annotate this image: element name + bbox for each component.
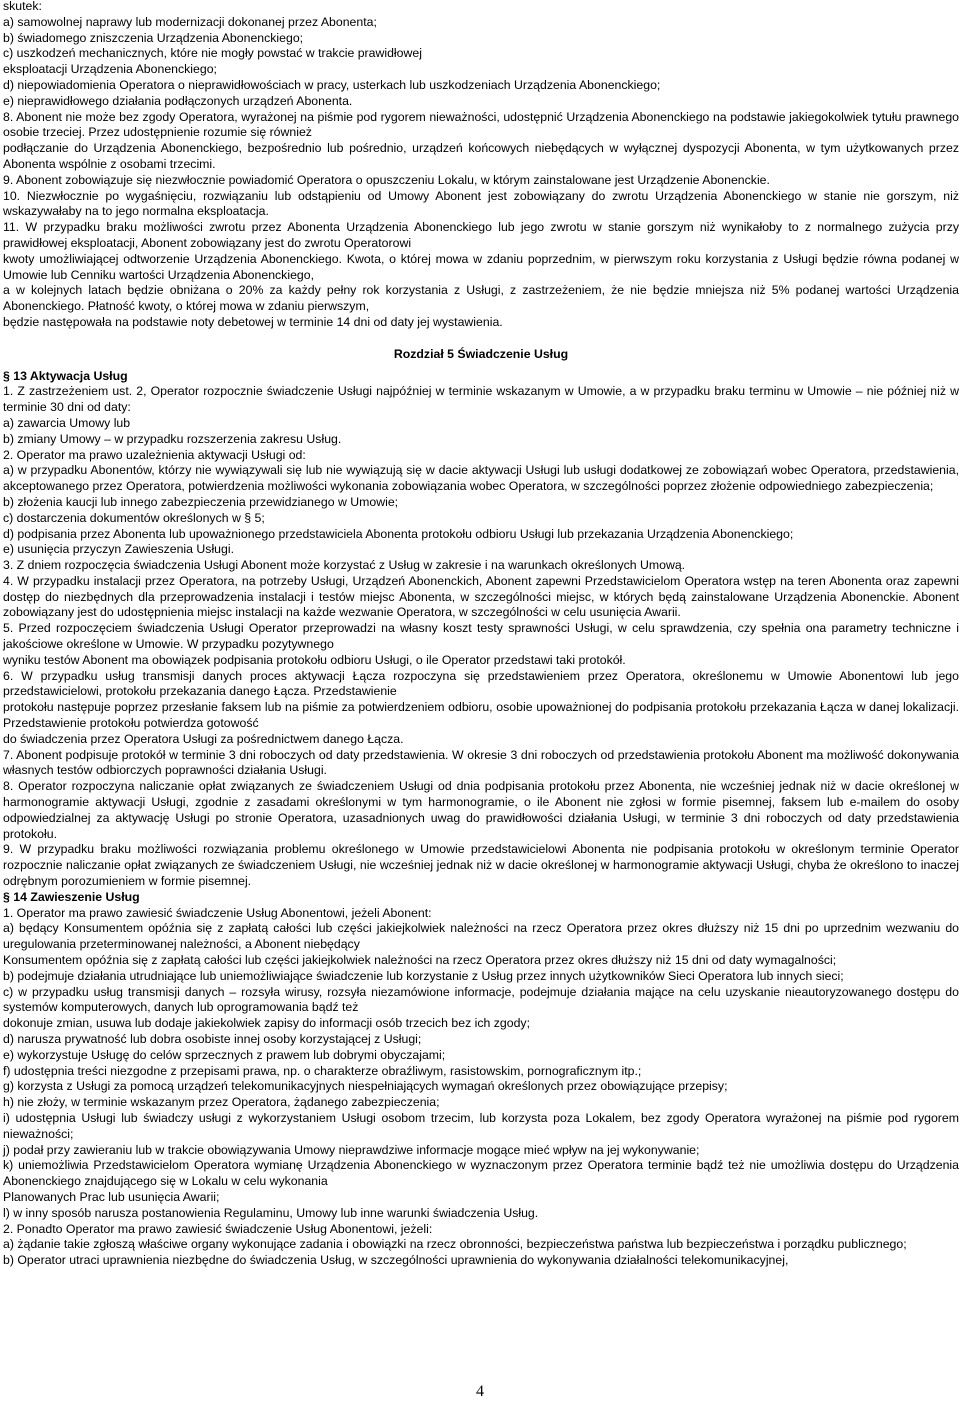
paragraph: b) zmiany Umowy – w przypadku rozszerzenia zakresu Usług.	[3, 431, 342, 446]
paragraph: d) niepowiadomienia Operatora o nieprawidłowościach w pracy, usterkach lub uszkodzeniach Urządzenia Abonenckiego;	[3, 77, 661, 92]
paragraph: d) narusza prywatność lub dobra osobiste innej osoby korzystającej z Usługi;	[3, 1032, 422, 1046]
paragraph: 8. Operator rozpoczyna naliczanie opłat związanych ze świadczeniem Usługi od dnia podpisania protokołu przez Abonenta, nie wcześniej jednak niż w dacie określonej w harmonogramie aktywacji Usługi, zgodnie z zasadami określonymi w tym harmonogramie, o ile Abonent nie zgłosi w formie pisemnej, faksem lub e-mailem do osoby odpowiedzialnej za aktywację Usługi po stronie Operatora, uzasadnionych uwag do prawidłowości działania Usługi, w terminie 3 dni roboczych od daty przedstawienia protokołu.	[3, 779, 959, 841]
paragraph: 8. Abonent nie może bez zgody Operatora, wyrażonej na piśmie pod rygorem nieważności, udostępnić Urządzenia Abonenckiego na podstawie jakiegokolwiek tytułu prawnego osobie trzeciej. Przez udostępnienie rozumie się również	[3, 109, 959, 140]
paragraph: e) usunięcia przyczyn Zawieszenia Usługi.	[3, 542, 235, 557]
paragraph: b) świadomego zniszczenia Urządzenia Abonenckiego;	[3, 30, 304, 45]
paragraph: 9. Abonent zobowiązuje się niezwłocznie powiadomić Operatora o opuszczeniu Lokalu, w którym zainstalowane jest Urządzenie Abonenckie.	[3, 172, 770, 187]
paragraph: 1. Operator ma prawo zawiesić świadczenie Usług Abonentowi, jeżeli Abonent:	[3, 905, 432, 920]
paragraph: do świadczenia przez Operatora Usługi za pośrednictwem danego Łącza.	[3, 731, 404, 746]
paragraph: a) żądanie takie zgłoszą właściwe organy wykonujące zadania i obowiązki na rzecz obronności, bezpieczeństwa państwa lub bezpieczeństwa i porządku publicznego;	[3, 1237, 907, 1252]
paragraph: 10. Niezwłocznie po wygaśnięciu, rozwiązaniu lub odstąpieniu od Umowy Abonent jest zobowiązany do zwrotu Urządzenia Abonenckiego w stanie nie gorszym, niż wskazywałaby na to jego normalna eksploatacja.	[3, 188, 959, 219]
paragraph: podłączanie do Urządzenia Abonenckiego, bezpośrednio lub pośrednio, urządzeń końcowych niebędących w wyłącznej dyspozycji Abonenta, w tym użytkowanych przez Abonenta wspólnie z osobami trzecimi.	[3, 141, 959, 171]
paragraph: j) podał przy zawieraniu lub w trakcie obowiązywania Umowy nieprawdziwe informacje mogące mieć wpływ na jej wykonywanie;	[3, 1142, 700, 1157]
paragraph: c) w przypadku usług transmisji danych – rozsyła wirusy, rozsyła niezamówione informacje, podejmuje działania mające na celu uzyskanie nieautoryzowanego dostępu do systemów komputerowych, danych lub oprogramowania bądź też	[3, 984, 959, 1015]
paragraph: 11. W przypadku braku możliwości zwrotu przez Abonenta Urządzenia Abonenckiego lub jego zwrotu w stanie gorszym niż wynikałoby to z normalnego zużycia przy prawidłowej eksploatacji, Abonent zobowiązany jest do zwrotu Operatorowi	[3, 220, 959, 250]
paragraph: a) będący Konsumentem opóźnia się z zapłatą całości lub części jakiejkolwiek należności na rzecz Operatora przez okres dłuższy niż 15 dni po uprzednim wezwaniu do uregulowania przeterminowanej należności, a Abonent niebędący	[3, 921, 959, 952]
paragraph: k) uniemożliwia Przedstawicielom Operatora wymianę Urządzenia Abonenckiego w wyznaczonym przez Operatora terminie bądź też nie umożliwia dostępu do Urządzenia Abonenckiego znajdującego się w Lokalu w celu wykonania	[3, 1158, 959, 1189]
paragraph: protokołu następuje poprzez przesłanie faksem lub na piśmie za potwierdzeniem odbioru, osobie upoważnionej do podpisania protokołu przekazania Łącza w danej lokalizacji. Przedstawienie protokołu potwierdza gotowość	[3, 700, 959, 731]
paragraph: a) samowolnej naprawy lub modernizacji dokonanej przez Abonenta;	[3, 14, 377, 29]
paragraph: f) udostępnia treści niezgodne z przepisami prawa, np. o charakterze obraźliwym, rasistowskim, pornograficznym itp.;	[3, 1063, 642, 1078]
document-page	[3, 0, 959, 1269]
section-14-title: § 14 Zawieszenie Usług	[3, 889, 140, 904]
paragraph: c) dostarczenia dokumentów określonych w § 5;	[3, 510, 265, 525]
paragraph: wyniku testów Abonent ma obowiązek podpisania protokołu odbioru Usługi, o ile Operator przedstawi taki protokół.	[3, 652, 626, 667]
paragraph: a) zawarcia Umowy lub	[3, 415, 131, 430]
paragraph: h) nie złoży, w terminie wskazanym przez Operatora, żądanego zabezpieczenia;	[3, 1095, 440, 1110]
paragraph: 5. Przed rozpoczęciem świadczenia Usługi Operator przeprowadzi na własny koszt testy sprawności Usługi, w celu sprawdzenia, czy spełnia ona parametry techniczne i jakościowe określone w Umowie. W przypadku pozytywnego	[3, 621, 959, 652]
paragraph: l) w inny sposób narusza postanowienia Regulaminu, Umowy lub inne warunki świadczenia Usług.	[3, 1205, 539, 1220]
section-13-title: § 13 Aktywacja Usług	[3, 368, 128, 383]
block-service-suspension	[3, 906, 959, 1269]
paragraph: 9. W przypadku braku możliwości rozwiązania problemu określonego w Umowie przedstawicielowi Abonenta nie podpisania protokołu w określonym terminie Operator rozpocznie naliczanie opłat związanych ze świadczeniem Usługi, nie wcześniej jednak niż w dacie określonej w harmonogramie aktywacji Usługi, chyba że określono to inaczej odrębnym porozumieniem w formie pisemnej.	[3, 842, 959, 889]
paragraph: 6. W przypadku usług transmisji danych proces aktywacji Łącza rozpoczyna się przedstawieniem przez Operatora, określonemu w Umowie Abonentowi lub jego przedstawicielowi, protokołu przekazania danego Łącza. Przedstawienie	[3, 668, 959, 699]
paragraph: c) uszkodzeń mechanicznych, które nie mogły powstać w trakcie prawidłowej	[3, 46, 422, 61]
paragraph: b) złożenia kaucji lub innego zabezpieczenia przewidzianego w Umowie;	[3, 494, 399, 509]
paragraph: i) udostępnia Usługi lub świadczy usługi z wykorzystaniem Usługi osobom trzecim, lub korzysta poza Lokalem, bez zgody Operatora wyrażonej na piśmie pod rygorem nieważności;	[3, 1110, 959, 1141]
paragraph: e) wykorzystuje Usługę do celów sprzecznych z prawem lub dobrymi obyczajami;	[3, 1047, 446, 1062]
paragraph: 4. W przypadku instalacji przez Operatora, na potrzeby Usługi, Urządzeń Abonenckich, Abonent zapewni Przedstawicielom Operatora wstęp na teren Abonenta oraz zapewni dostęp do niezbędnych dla przeprowadzenia instalacji i testów miejsc Abonenta, w szczególności miejsc, w których będą zainstalowane Urządzenia Abonenckie. Abonent zobowiązany jest do udostępnienia miejsc instalacji na każde wezwanie Operatora, w szczególności w celu usunięcia Awarii.	[3, 573, 959, 620]
paragraph: e) nieprawidłowego działania podłączonych urządzeń Abonenta.	[3, 93, 353, 108]
paragraph: eksploatacji Urządzenia Abonenckiego;	[3, 62, 217, 77]
paragraph: Konsumentem opóźnia się z zapłatą całości lub części jakiejkolwiek należności na rzecz Operatora przez okres dłuższy niż 15 dni od daty wymagalności;	[3, 953, 837, 968]
paragraph: 2. Ponadto Operator ma prawo zawiesić świadczenie Usług Abonentowi, jeżeli:	[3, 1221, 433, 1236]
paragraph: 1. Z zastrzeżeniem ust. 2, Operator rozpocznie świadczenie Usługi najpóźniej w terminie wskazanym w Umowie, a w przypadku braku terminu w Umowie – nie później niż w terminie 30 dni od daty:	[3, 384, 959, 415]
paragraph: b) podejmuje działania utrudniające lub uniemożliwiające świadczenie lub korzystanie z Usług przez innych użytkowników Sieci Operatora lub innych sieci;	[3, 968, 844, 983]
chapter-title: Rozdział 5 Świadczenie Usług	[393, 346, 569, 361]
block-service-activation	[3, 384, 959, 890]
paragraph: 7. Abonent podpisuje protokół w terminie 3 dni roboczych od daty przedstawienia. W okresie 3 dni roboczych od przedstawienia protokołu Abonent ma możliwość dokonywania własnych testów odbiorczych poprawności działania Usługi.	[3, 747, 959, 778]
paragraph: skutek:	[3, 0, 42, 13]
paragraph: 2. Operator ma prawo uzależnienia aktywacji Usługi od:	[3, 447, 306, 462]
paragraph: a) w przypadku Abonentów, którzy nie wywiązywali się lub nie wywiązują się w dacie aktywacji Usługi lub usługi dodatkowej ze zobowiązań wobec Operatora, przedstawienia, akceptowanego przez Operatora, potwierdzenia możliwości wykonania zobowiązania wobec Operatora, w szczególności poprzez złożenie odpowiedniego zabezpieczenia;	[3, 463, 959, 494]
paragraph: Planowanych Prac lub usunięcia Awarii;	[3, 1189, 220, 1204]
paragraph: kwoty umożliwiającej odtworzenie Urządzenia Abonenckiego. Kwota, o której mowa w zdaniu poprzednim, w pierwszym roku korzystania z Usługi będzie równa podanej w Umowie lub Cenniku wartości Urządzenia Abonenckiego,	[3, 251, 959, 282]
block-device-liability	[3, 0, 959, 331]
paragraph: b) Operator utraci uprawnienia niezbędne do świadczenia Usług, w szczególności uprawnienia do wykonywania działalności telekomunikacyjnej,	[3, 1253, 789, 1268]
page-number: 4	[476, 1383, 484, 1400]
paragraph: a w kolejnych latach będzie obniżana o 20% za każdy pełny rok korzystania z Usługi, z zastrzeżeniem, że nie będzie mniejsza niż 5% podanej wartości Urządzenia Abonenckiego. Płatność kwoty, o której mowa w zdaniu pierwszym,	[3, 283, 959, 314]
paragraph: g) korzysta z Usługi za pomocą urządzeń telekomunikacyjnych niespełniających wymagań określonych przez obowiązujące przepisy;	[3, 1079, 728, 1094]
paragraph: d) podpisania przez Abonenta lub upoważnionego przedstawiciela Abonenta protokołu odbioru Usługi lub przekazania Urządzenia Abonenckiego;	[3, 526, 794, 541]
paragraph: dokonuje zmian, usuwa lub dodaje jakiekolwiek zapisy do informacji osób trzecich bez ich zgody;	[3, 1016, 530, 1031]
paragraph: 3. Z dniem rozpoczęcia świadczenia Usługi Abonent może korzystać z Usług w zakresie i na warunkach określonych Umową.	[3, 558, 686, 573]
paragraph: będzie następowała na podstawie noty debetowej w terminie 14 dni od daty jej wystawienia.	[3, 314, 503, 329]
